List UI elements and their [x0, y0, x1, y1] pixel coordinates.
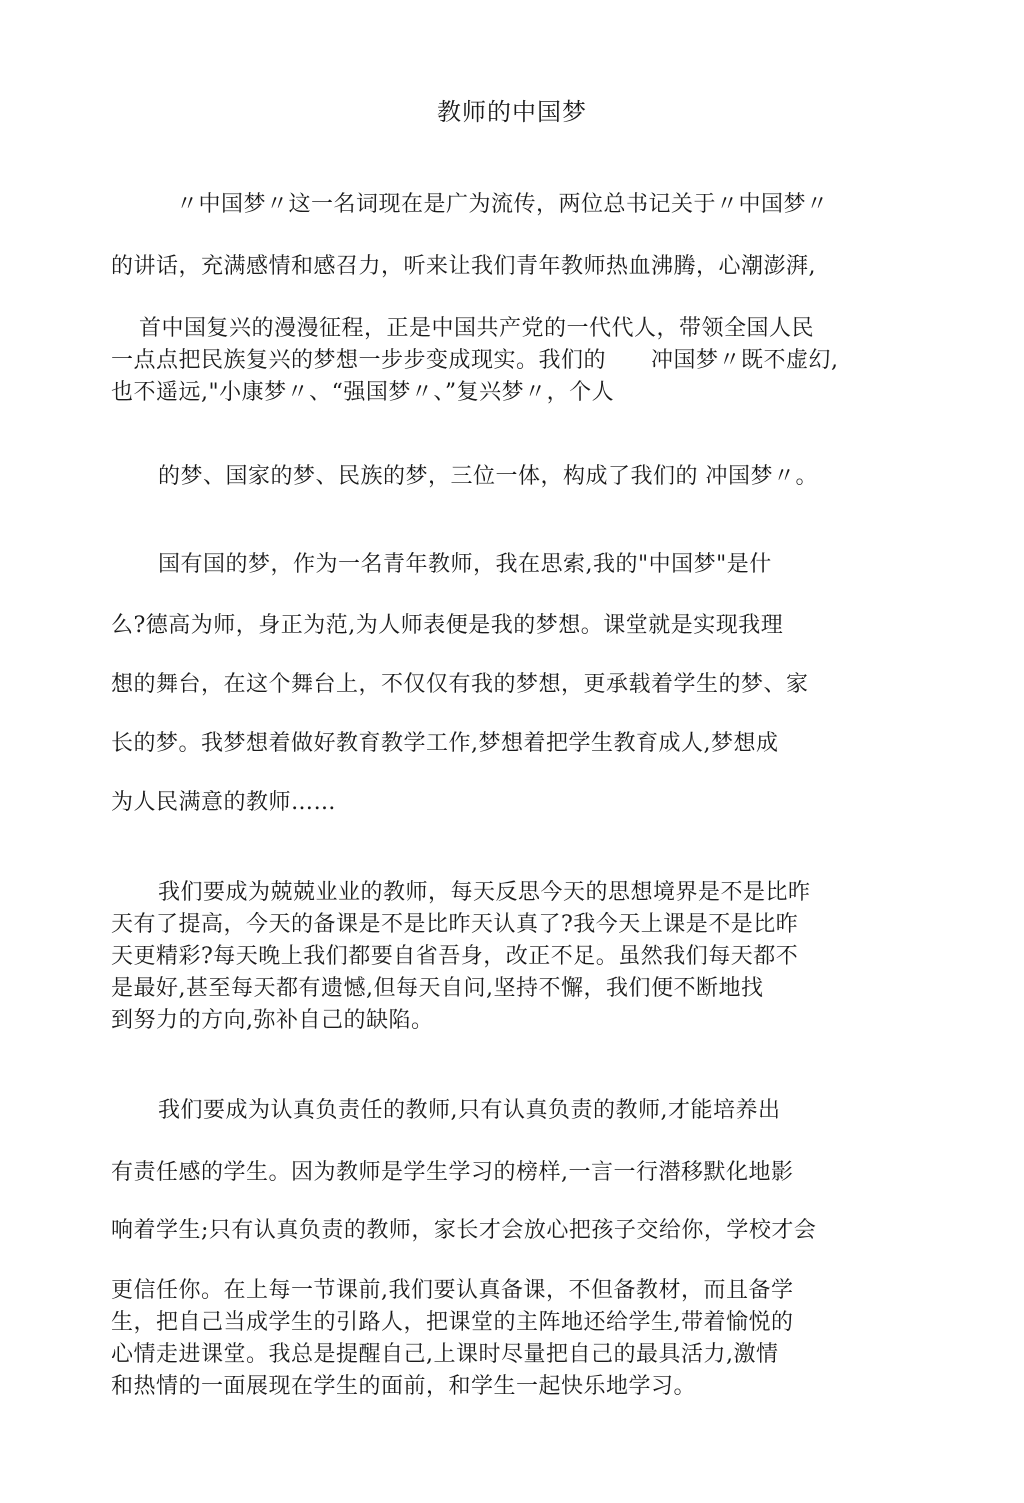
text-line: 国有国的梦，作为一名青年教师，我在思索,我的"中国梦"是什	[158, 552, 772, 577]
text-line: 生，把自己当成学生的引路人，把课堂的主阵地还给学生,带着愉悦的	[111, 1310, 794, 1335]
text-line: 是最好,甚至每天都有遗憾,但每天自问,坚持不懈，我们便不断地找	[111, 976, 764, 1001]
text-line: 么?德高为师，身正为范,为人师表便是我的梦想。课堂就是实现我理	[111, 613, 784, 638]
text-line: 也不遥远,"小康梦〃、“强国梦〃、”复兴梦〃，个人	[111, 380, 615, 405]
text-line: 心情走进课堂。我总是提醒自己,上课时尽量把自己的最具活力,激情	[111, 1342, 779, 1367]
text-line: 天更精彩?每天晚上我们都要自省吾身，改正不足。虽然我们每天都不	[111, 944, 799, 969]
text-line: 想的舞台，在这个舞台上，不仅仅有我的梦想，更承载着学生的梦、家	[111, 672, 809, 697]
text-line: 〃中国梦〃这一名词现在是广为流传，两位总书记关于〃中国梦〃	[176, 192, 829, 217]
text-line: 为人民满意的教师……	[111, 790, 337, 815]
text-line: 有责任感的学生。因为教师是学生学习的榜样,一言一行潜移默化地影	[111, 1160, 794, 1185]
text-line: 和热情的一面展现在学生的面前，和学生一起快乐地学习。	[111, 1374, 697, 1399]
text-line: 我们要成为认真负责任的教师,只有认真负责的教师,才能培养出	[158, 1098, 781, 1123]
text-line: 我们要成为兢兢业业的教师，每天反思今天的思想境界是不是比昨	[158, 880, 811, 905]
text-line: 的讲话，充满感情和感召力，听来让我们青年教师热血沸腾，心潮澎湃,	[111, 254, 816, 279]
text-line: 首中国复兴的漫漫征程，正是中国共产党的一代代人，带领全国人民	[139, 316, 815, 341]
text-line: 到努力的方向,弥补自己的缺陷。	[111, 1008, 434, 1033]
text-line: 长的梦。我梦想着做好教育教学工作,梦想着把学生教育成人,梦想成	[111, 731, 779, 756]
text-line: 更信任你。在上每一节课前,我们要认真备课，不但备教材，而且备学	[111, 1278, 794, 1303]
text-line: 一点点把民族复兴的梦想一步步变成现实。我们的 冲国梦〃既不虚幻,	[111, 348, 839, 373]
text-line: 的梦、国家的梦、民族的梦，三位一体，构成了我们的 冲国梦〃。	[158, 464, 818, 489]
text-line: 天有了提高，今天的备课是不是比昨天认真了?我今天上课是不是比昨	[111, 912, 799, 937]
document-title: 教师的中国梦	[437, 98, 587, 126]
text-line: 响着学生;只有认真负责的教师，家长才会放心把孩子交给你，学校才会	[111, 1218, 817, 1243]
